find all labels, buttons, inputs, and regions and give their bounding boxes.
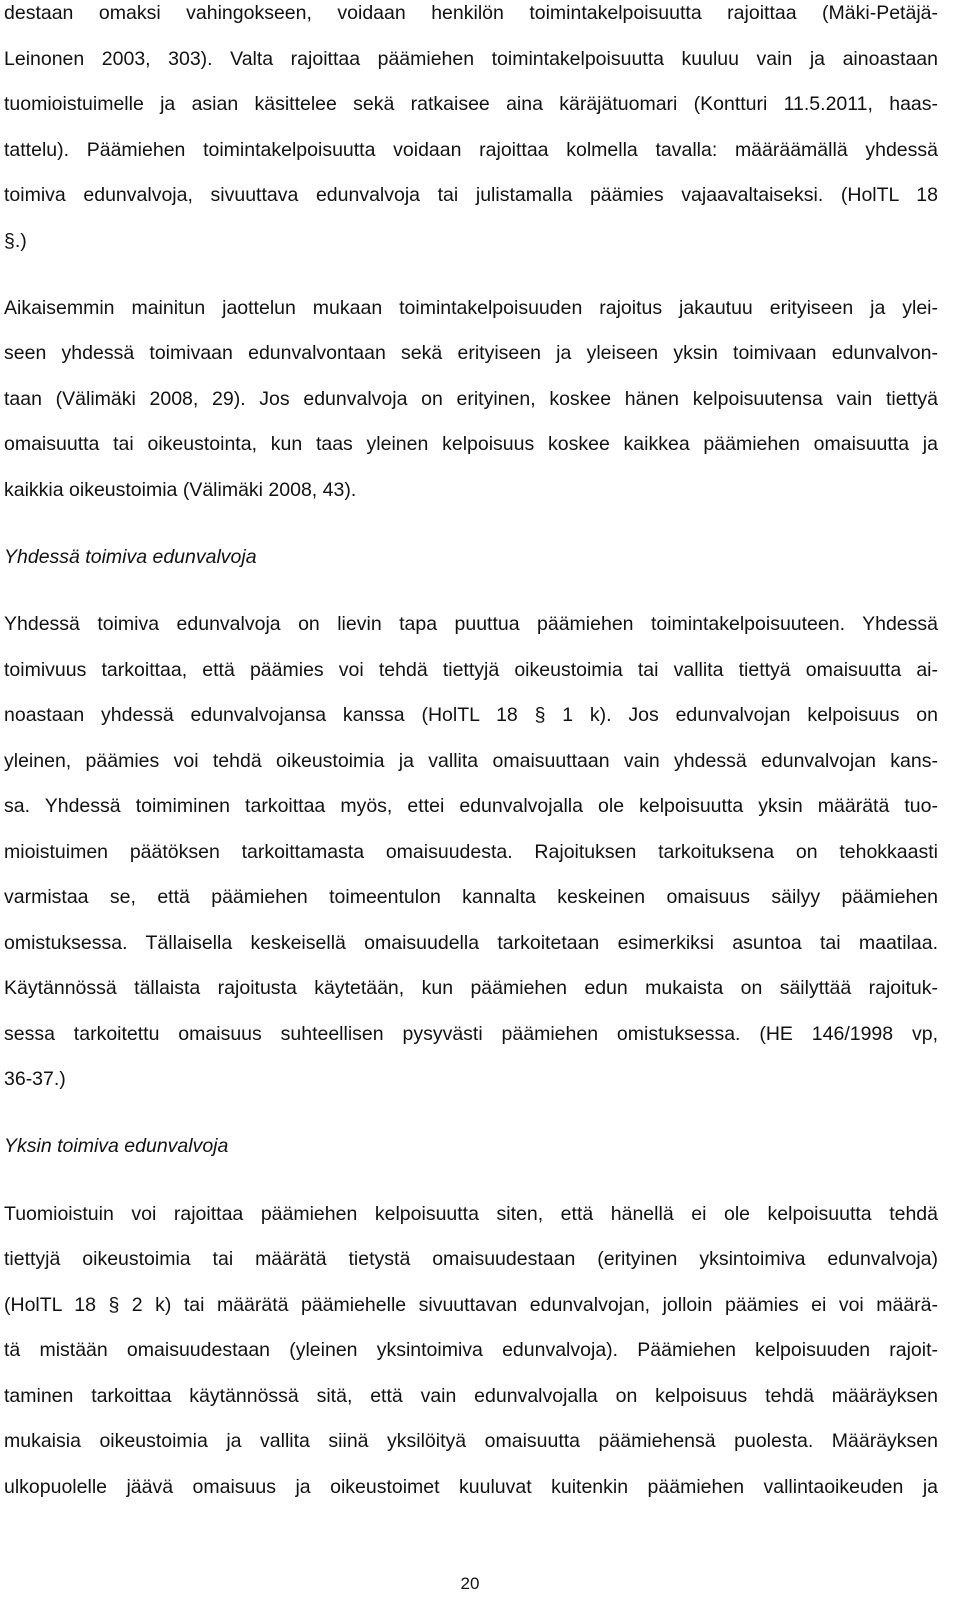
- paragraph-line: destaan omaksi vahingokseen, voidaan henkilön toimintakelpoisuutta rajoittaa (Mäki-Petäjä-: [4, 2, 938, 24]
- paragraph-line: Aikaisemmin mainitun jaottelun mukaan toimintakelpoisuuden rajoitus jakautuu erityiseen ja ylei-: [4, 297, 938, 319]
- paragraph-line: varmistaa se, että päämiehen toimeentulon kannalta keskeinen omaisuus säilyy päämiehen: [4, 886, 938, 908]
- paragraph-line: mioistuimen päätöksen tarkoittamasta omaisuudesta. Rajoituksen tarkoituksena on tehokkaasti: [4, 841, 938, 863]
- paragraph-line: mukaisia oikeustoimia ja vallita siinä yksilöityä omaisuutta päämiehensä puolesta. Määräyksen: [4, 1430, 938, 1452]
- paragraph-line: (HolTL 18 § 2 k) tai määrätä päämiehelle sivuuttavan edunvalvojan, jolloin päämies ei voi määrä-: [4, 1294, 938, 1316]
- paragraph-line: sa. Yhdessä toimiminen tarkoittaa myös, ettei edunvalvojalla ole kelpoisuutta yksin määrätä tuo-: [4, 795, 938, 817]
- paragraph-line: tattelu). Päämiehen toimintakelpoisuutta voidaan rajoittaa kolmella tavalla: määräämällä yhdessä: [4, 139, 938, 161]
- page-number: 20: [460, 1574, 480, 1593]
- paragraph-line: sessa tarkoitettu omaisuus suhteellisen pysyvästi päämiehen omistuksessa. (HE 146/1998 vp,: [4, 1023, 938, 1045]
- paragraph-line: noastaan yhdessä edunvalvojansa kanssa (HolTL 18 § 1 k). Jos edunvalvojan kelpoisuus on: [4, 704, 938, 726]
- paragraph-line: taminen tarkoittaa käytännössä sitä, että vain edunvalvojalla on kelpoisuus tehdä määräyksen: [4, 1385, 938, 1407]
- paragraph-line: Leinonen 2003, 303). Valta rajoittaa päämiehen toimintakelpoisuutta kuuluu vain ja ainoastaan: [4, 48, 938, 70]
- paragraph-line: yleinen, päämies voi tehdä oikeustoimia ja vallita omaisuuttaan vain yhdessä edunvalvojan kans-: [4, 750, 938, 772]
- paragraph-line: Käytännössä tällaista rajoitusta käytetään, kun päämiehen edun mukaista on säilyttää rajoituk-: [4, 977, 938, 999]
- section-heading: Yhdessä toimiva edunvalvoja: [4, 546, 257, 568]
- paragraph-line: taan (Välimäki 2008, 29). Jos edunvalvoja on erityinen, koskee hänen kelpoisuutensa vain tiettyä: [4, 388, 938, 410]
- paragraph-line: seen yhdessä toimivaan edunvalvontaan sekä erityiseen ja yleiseen yksin toimivaan edunvalvon-: [4, 342, 938, 364]
- paragraph-line: toimivuus tarkoittaa, että päämies voi tehdä tiettyjä oikeustoimia tai vallita tiettyä omaisuutta ai-: [4, 659, 938, 681]
- paragraph-line: 36-37.): [4, 1068, 66, 1090]
- paragraph-line: omistuksessa. Tällaisella keskeisellä omaisuudella tarkoitetaan esimerkiksi asuntoa tai maatilaa.: [4, 932, 938, 954]
- paragraph-line: tuomioistuimelle ja asian käsittelee sekä ratkaisee aina käräjätuomari (Kontturi 11.5.2011, haas-: [4, 93, 938, 115]
- paragraph-line: toimiva edunvalvoja, sivuuttava edunvalvoja tai julistamalla päämies vajaavaltaiseksi. (HolTL 18: [4, 184, 938, 206]
- paragraph-line: ulkopuolelle jäävä omaisuus ja oikeustoimet kuuluvat kuitenkin päämiehen vallintaoikeuden ja: [4, 1476, 938, 1498]
- paragraph-line: kaikkia oikeustoimia (Välimäki 2008, 43).: [4, 479, 357, 501]
- paragraph-line: omaisuutta tai oikeustointa, kun taas yleinen kelpoisuus koskee kaikkea päämiehen omaisuutta ja: [4, 433, 938, 455]
- paragraph-line: Yhdessä toimiva edunvalvoja on lievin tapa puuttua päämiehen toimintakelpoisuuteen. Yhdessä: [4, 613, 938, 635]
- paragraph-line: tiettyjä oikeustoimia tai määrätä tietystä omaisuudestaan (erityinen yksintoimiva edunvalvoja): [4, 1248, 938, 1270]
- section-heading: Yksin toimiva edunvalvoja: [4, 1135, 229, 1157]
- paragraph-line: tä mistään omaisuudestaan (yleinen yksintoimiva edunvalvoja). Päämiehen kelpoisuuden rajoit-: [4, 1339, 938, 1361]
- paragraph-line: Tuomioistuin voi rajoittaa päämiehen kelpoisuutta siten, että hänellä ei ole kelpoisuutta tehdä: [4, 1203, 938, 1225]
- paragraph-line: §.): [4, 230, 27, 252]
